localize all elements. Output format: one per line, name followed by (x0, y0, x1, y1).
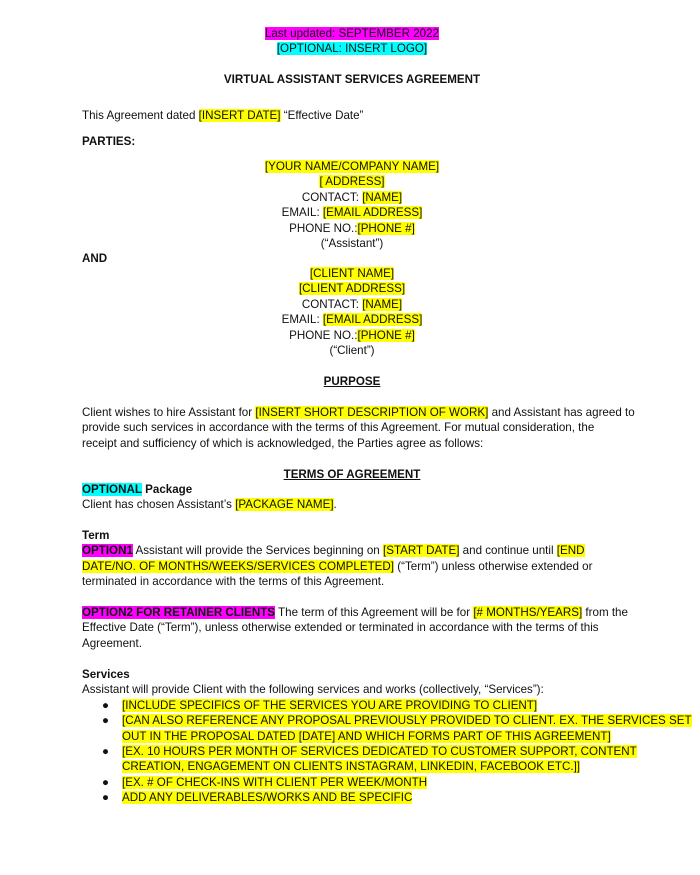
services-list (82, 698, 692, 806)
option1-text3: (“Term”) unless otherwise extended or (397, 559, 593, 573)
option2-text4: Agreement. (82, 636, 142, 650)
list-item (82, 790, 622, 805)
option1-tag: OPTION1 (82, 544, 133, 558)
option1-text2: and continue until (462, 544, 554, 558)
terms-heading: TERMS OF AGREEMENT (283, 468, 421, 481)
purpose-paragraph (82, 405, 635, 451)
purpose-prefix: Client wishes to hire Assistant for (82, 406, 253, 419)
list-item (82, 698, 622, 713)
end-placeholder-part1: [END (556, 544, 585, 558)
client-name: [CLIENT NAME] (309, 267, 395, 280)
package-text-suffix: . (333, 498, 337, 512)
services-intro: Assistant will provide Client with the following services and works (collectively, “Services”): (82, 683, 544, 697)
service-item-line: [EX. # OF CHECK-INS WITH CLIENT PER WEEK/MONTH (122, 775, 428, 789)
services-section (82, 667, 692, 806)
assistant-contact-label: CONTACT: (301, 190, 359, 204)
package-optional-tag: OPTIONAL (82, 483, 142, 496)
assistant-address: [ ADDRESS] (319, 175, 385, 189)
client-contact-value: [NAME] (362, 297, 403, 311)
assistant-contact-value: [NAME] (362, 190, 403, 204)
last-updated-label: Last updated: SEPTEMBER 2022 (264, 27, 439, 40)
intro-line (82, 108, 622, 123)
assistant-phone-value: [PHONE #] (357, 221, 415, 235)
client-contact-label: CONTACT: (301, 297, 359, 311)
assistant-email-value: [EMAIL ADDRESS] (322, 206, 423, 220)
list-item (82, 744, 637, 775)
option2-text3: Effective Date (“Term”), unless otherwise extended or terminated in accordance with the terms of this (82, 621, 599, 635)
list-item (82, 713, 692, 744)
package-section (82, 482, 622, 513)
term-section (82, 528, 622, 590)
service-item-line: [INCLUDE SPECIFICS OF THE SERVICES YOU ARE PROVIDING TO CLIENT] (122, 698, 538, 712)
service-item-line: ADD ANY DELIVERABLES/WORKS AND BE SPECIFIC (122, 791, 413, 805)
parties-heading: PARTIES: (82, 135, 136, 148)
option1-text1: Assistant will provide the Services beginning on (135, 544, 380, 558)
option2-text2: from the (585, 606, 628, 619)
purpose-line2: provide such services in accordance with the terms of this Agreement. For mutual consideration, the (82, 421, 595, 435)
bullet-icon: ● (102, 698, 110, 712)
client-phone-label: PHONE NO.: (289, 328, 358, 342)
header (82, 26, 622, 57)
service-item-line: [EX. 10 HOURS PER MONTH OF SERVICES DEDICATED TO CUSTOMER SUPPORT, CONTENT (122, 745, 637, 759)
package-name-placeholder: [PACKAGE NAME] (235, 498, 334, 512)
option2-paragraph (82, 605, 628, 651)
bullet-icon: ● (102, 791, 110, 805)
client-role: (“Client”) (329, 344, 375, 358)
option2-text1: The term of this Agreement will be for (278, 606, 471, 619)
services-heading: Services (82, 668, 130, 681)
end-placeholder-part2: DATE/NO. OF MONTHS/WEEKS/SERVICES COMPLETED] (82, 559, 395, 573)
and-label: AND (82, 252, 108, 265)
intro-suffix: “Effective Date” (283, 109, 364, 122)
assistant-party-block (82, 159, 622, 251)
months-years-placeholder: [# MONTHS/YEARS] (473, 606, 583, 619)
list-item (82, 775, 622, 790)
work-description-placeholder: [INSERT SHORT DESCRIPTION OF WORK] (255, 406, 489, 419)
assistant-role: (“Assistant”) (320, 237, 384, 251)
term-heading: Term (82, 529, 110, 542)
client-party-block (82, 266, 622, 358)
client-phone-value: [PHONE #] (357, 328, 415, 342)
assistant-email-label: EMAIL: (281, 206, 320, 220)
start-date-placeholder: [START DATE] (382, 544, 460, 558)
option1-text4: terminated in accordance with the terms of this Agreement. (82, 575, 385, 589)
client-email-label: EMAIL: (281, 313, 320, 327)
service-item-line: OUT IN THE PROPOSAL DATED [DATE] AND WHICH FORMS PART OF THIS AGREEMENT] (122, 729, 611, 743)
bullet-icon: ● (102, 775, 110, 789)
package-text-prefix: Client has chosen Assistant’s (82, 498, 232, 512)
service-item-line: CREATION, ENGAGEMENT ON CLIENTS INSTAGRAM, LINKEDIN, FACEBOOK ETC.]] (122, 760, 581, 774)
assistant-phone-label: PHONE NO.: (289, 221, 358, 235)
service-item-line: [CAN ALSO REFERENCE ANY PROPOSAL PREVIOUSLY PROVIDED TO CLIENT. EX. THE SERVICES SET (122, 714, 692, 728)
logo-placeholder: [OPTIONAL: INSERT LOGO] (276, 42, 428, 56)
bullet-icon: ● (102, 714, 110, 728)
purpose-heading: PURPOSE (323, 375, 381, 388)
option2-tag: OPTION2 FOR RETAINER CLIENTS (82, 606, 276, 619)
client-email-value: [EMAIL ADDRESS] (322, 313, 423, 327)
purpose-line3: receipt and sufficiency of which is acknowledged, the Parties agree as follows: (82, 436, 484, 450)
client-address: [CLIENT ADDRESS] (298, 282, 406, 296)
document-title: VIRTUAL ASSISTANT SERVICES AGREEMENT (223, 73, 481, 86)
intro-prefix: This Agreement dated (82, 109, 196, 122)
bullet-icon: ● (102, 745, 110, 759)
purpose-line1-suffix: and Assistant has agreed to (491, 406, 635, 419)
package-heading: Package (145, 483, 193, 496)
assistant-name: [YOUR NAME/COMPANY NAME] (264, 160, 440, 173)
effective-date-placeholder: [INSERT DATE] (198, 109, 281, 122)
